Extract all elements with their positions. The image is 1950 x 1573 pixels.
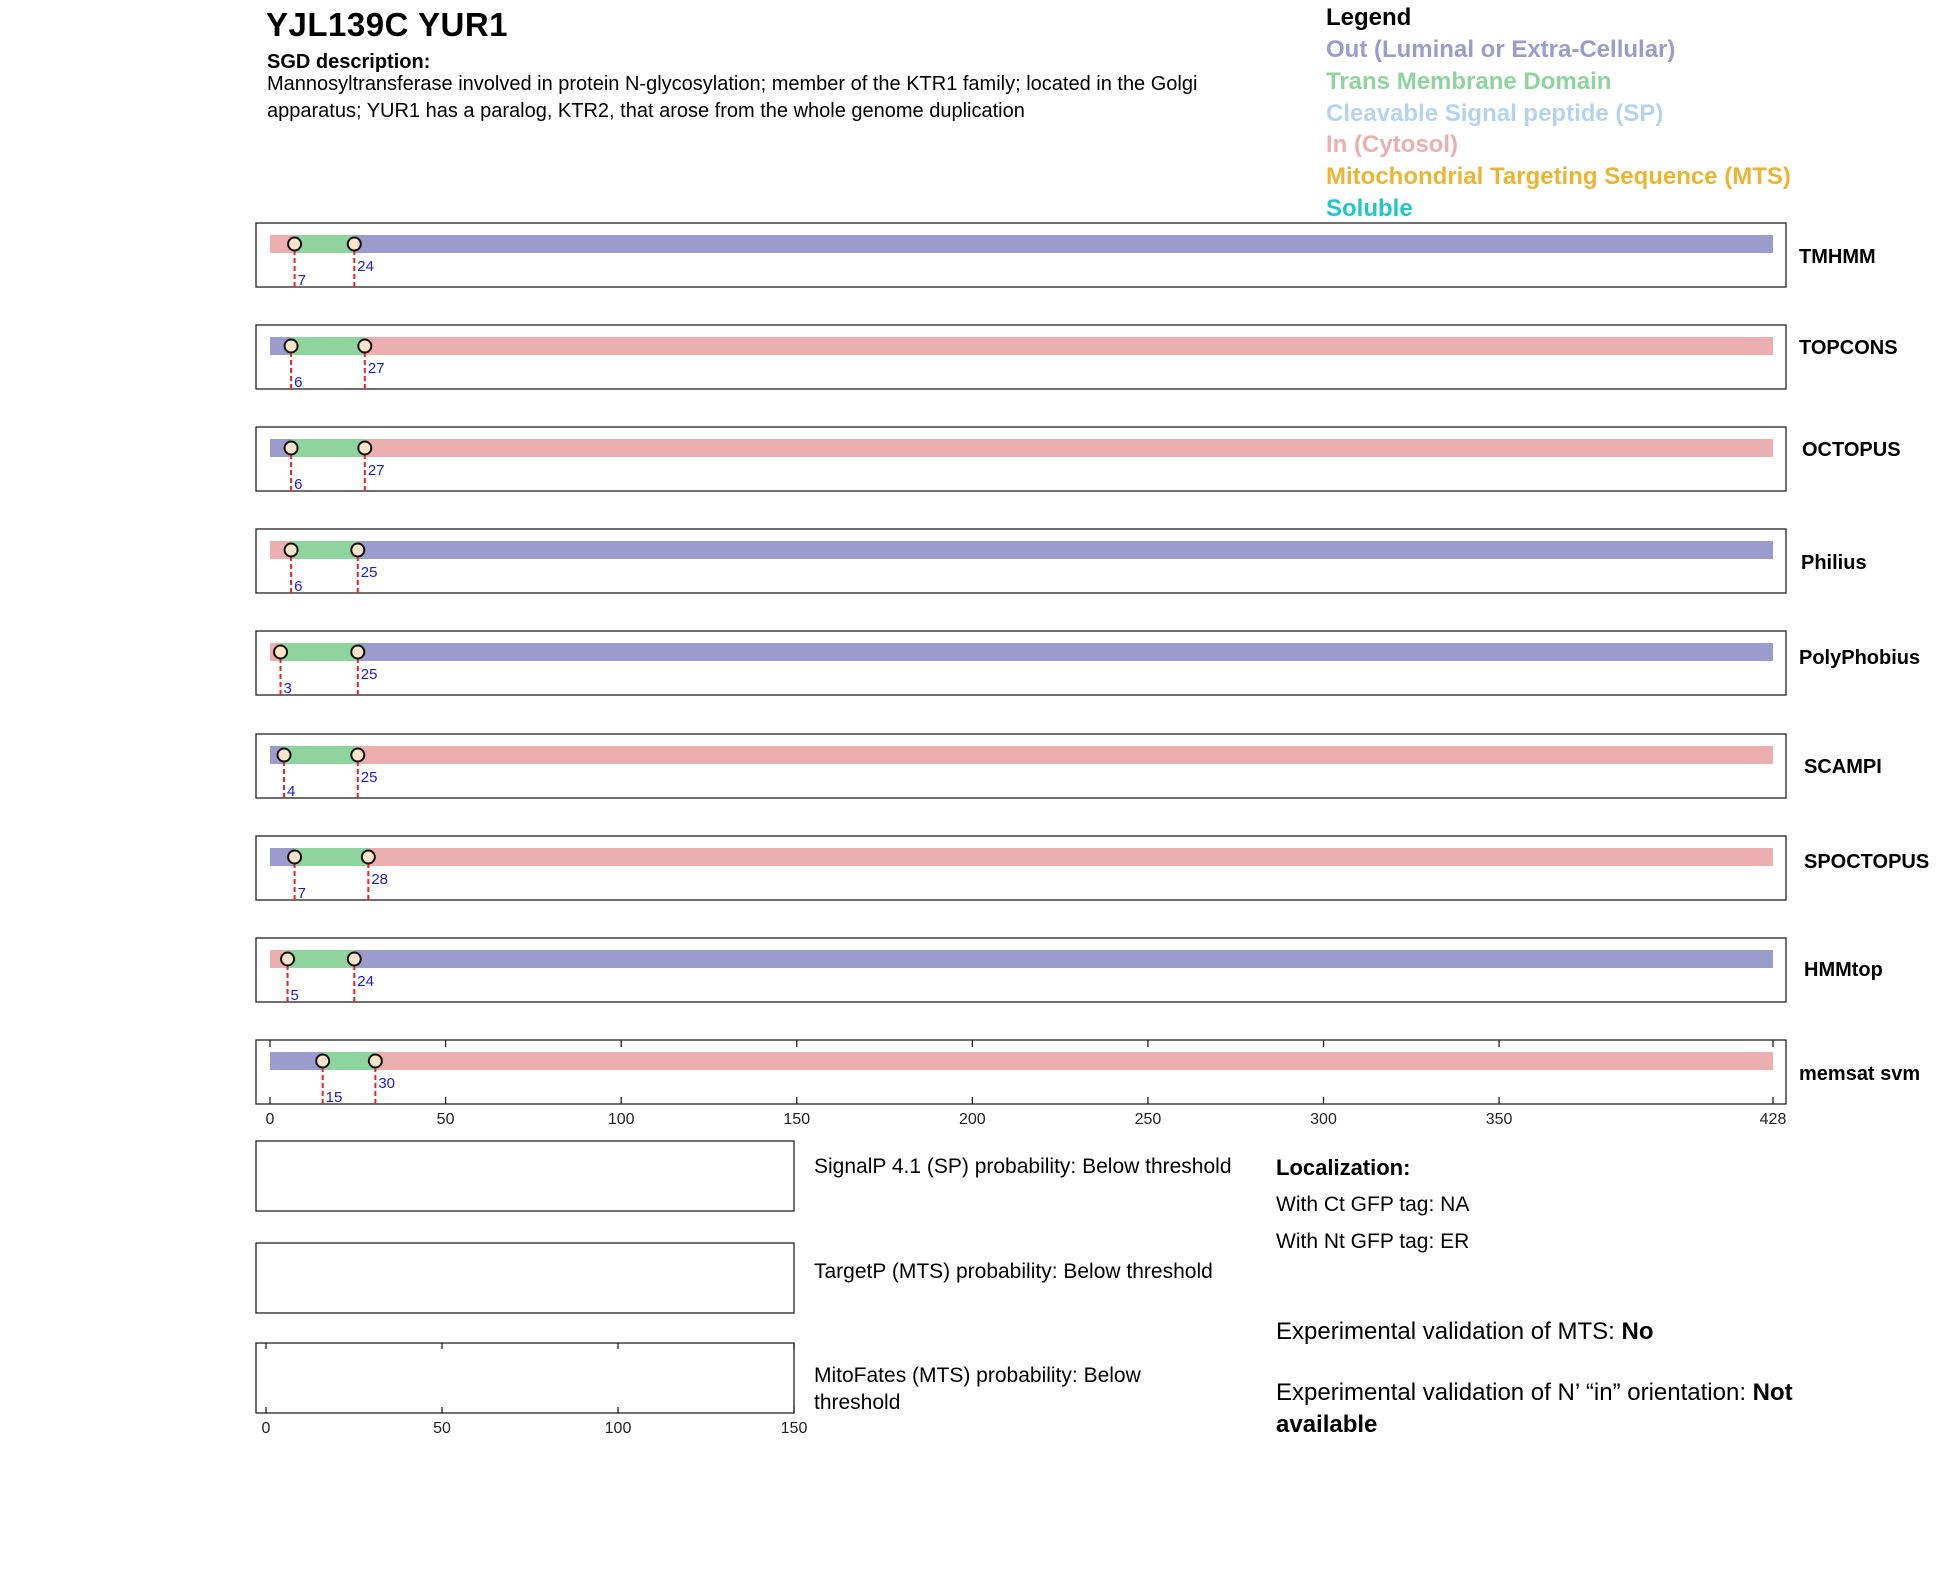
marker-point xyxy=(285,544,298,557)
legend-title: Legend xyxy=(1326,4,1412,31)
segment-out xyxy=(358,541,1773,559)
marker-label: 6 xyxy=(294,476,303,493)
segment-out xyxy=(270,1052,323,1070)
x-tick-label: 150 xyxy=(783,1111,811,1128)
localization-ct: With Ct GFP tag: NA xyxy=(1276,1193,1470,1216)
marker-point xyxy=(351,646,364,659)
marker-label: 25 xyxy=(360,564,378,581)
marker-point xyxy=(274,646,287,659)
marker-point xyxy=(362,851,375,864)
prob-tick-label: 100 xyxy=(604,1420,632,1437)
mts-validation-value: No xyxy=(1621,1318,1654,1345)
marker-label: 30 xyxy=(378,1075,396,1092)
marker-label: 27 xyxy=(367,462,385,479)
marker-point xyxy=(348,238,361,251)
legend-tm: Trans Membrane Domain xyxy=(1326,68,1612,95)
signalp-label: SignalP 4.1 (SP) probability: Below threshold xyxy=(814,1155,1232,1178)
marker-label: 7 xyxy=(297,272,306,289)
orientation-validation xyxy=(1276,1377,1856,1441)
track-label: HMMtop xyxy=(1804,959,1883,981)
track-label: TMHMM xyxy=(1799,246,1876,268)
marker-point xyxy=(281,953,294,966)
sgd-heading: SGD description: xyxy=(267,51,431,73)
x-tick-label: 250 xyxy=(1134,1111,1162,1128)
segment-in xyxy=(368,848,1773,866)
marker-label: 6 xyxy=(294,374,303,391)
localization-heading: Localization: xyxy=(1276,1155,1411,1180)
track-frame xyxy=(256,836,1786,900)
x-tick-label: 300 xyxy=(1310,1111,1337,1128)
legend-in: In (Cytosol) xyxy=(1326,131,1458,158)
sgd-description: Mannosyltransferase involved in protein N-glycosylation; member of the KTR1 family; located in the Golgi apparatus; YUR1 has a paralog, KTR2, that arose from the whole genome duplication xyxy=(267,73,1198,122)
orientation-validation-prefix: Experimental validation of N’ “in” orientation: xyxy=(1276,1379,1753,1406)
localization-nt: With Nt GFP tag: ER xyxy=(1276,1230,1470,1253)
marker-point xyxy=(351,544,364,557)
marker-label: 6 xyxy=(294,578,303,595)
probability-panel xyxy=(256,1243,794,1313)
legend-soluble: Soluble xyxy=(1326,195,1413,222)
track-label: PolyPhobius xyxy=(1799,647,1921,669)
prob-tick-label: 0 xyxy=(261,1420,271,1437)
marker-point xyxy=(351,749,364,762)
orientation-validation-value: Not available xyxy=(1276,1379,1793,1438)
marker-point xyxy=(288,851,301,864)
track-label: Philius xyxy=(1801,552,1867,574)
mitofates-label: MitoFates (MTS) probability: Below threshold xyxy=(814,1364,1141,1414)
marker-point xyxy=(348,953,361,966)
marker-label: 25 xyxy=(360,666,378,683)
segment-tm xyxy=(291,541,358,559)
track-frame xyxy=(256,1040,1786,1104)
marker-label: 15 xyxy=(325,1089,343,1106)
segment-tm xyxy=(295,848,369,866)
x-tick-label: 50 xyxy=(436,1111,455,1128)
segment-tm xyxy=(281,643,358,661)
marker-point xyxy=(316,1055,329,1068)
track-frame xyxy=(256,427,1786,491)
track-frame xyxy=(256,938,1786,1002)
marker-label: 3 xyxy=(283,680,292,697)
x-tick-label: 428 xyxy=(1759,1111,1787,1128)
prob-tick-label: 150 xyxy=(780,1420,808,1437)
segment-tm xyxy=(291,337,365,355)
segment-tm xyxy=(291,439,365,457)
segment-tm xyxy=(288,950,355,968)
segment-tm xyxy=(323,1052,376,1070)
marker-label: 7 xyxy=(297,885,306,902)
track-frame xyxy=(256,631,1786,695)
track-frame xyxy=(256,325,1786,389)
legend-out: Out (Luminal or Extra-Cellular) xyxy=(1326,36,1676,63)
segment-in xyxy=(375,1052,1773,1070)
segment-in xyxy=(365,439,1773,457)
marker-label: 5 xyxy=(290,987,299,1004)
track-frame xyxy=(256,734,1786,798)
segment-tm xyxy=(295,235,355,253)
page-title: YJL139C YUR1 xyxy=(266,6,509,43)
marker-label: 24 xyxy=(357,973,374,990)
segment-tm xyxy=(284,746,358,764)
marker-label: 24 xyxy=(357,258,374,275)
segment-in xyxy=(358,746,1773,764)
legend-mts: Mitochondrial Targeting Sequence (MTS) xyxy=(1326,163,1791,190)
track-label: SPOCTOPUS xyxy=(1804,851,1930,873)
segment-out xyxy=(354,235,1773,253)
mts-validation-prefix: Experimental validation of MTS: xyxy=(1276,1318,1622,1345)
legend-sp: Cleavable Signal peptide (SP) xyxy=(1326,100,1664,127)
prob-tick-label: 50 xyxy=(433,1420,451,1437)
segment-out xyxy=(354,950,1773,968)
marker-label: 4 xyxy=(287,783,296,800)
track-label: TOPCONS xyxy=(1799,337,1898,359)
marker-point xyxy=(369,1055,382,1068)
track-frame xyxy=(256,529,1786,593)
marker-point xyxy=(358,340,371,353)
marker-point xyxy=(358,442,371,455)
probability-panel xyxy=(256,1141,794,1211)
marker-point xyxy=(285,340,298,353)
x-tick-label: 200 xyxy=(958,1111,986,1128)
marker-label: 28 xyxy=(371,871,389,888)
x-tick-label: 0 xyxy=(265,1111,275,1128)
marker-label: 25 xyxy=(360,769,378,786)
probability-panel xyxy=(256,1343,794,1413)
segment-out xyxy=(358,643,1773,661)
x-tick-label: 350 xyxy=(1485,1111,1513,1128)
track-label: SCAMPI xyxy=(1804,756,1882,778)
mts-validation xyxy=(1276,1318,1653,1346)
marker-label: 27 xyxy=(367,360,385,377)
x-tick-label: 100 xyxy=(607,1111,635,1128)
marker-point xyxy=(278,749,291,762)
segment-in xyxy=(365,337,1773,355)
marker-point xyxy=(285,442,298,455)
marker-point xyxy=(288,238,301,251)
track-label: OCTOPUS xyxy=(1802,439,1901,461)
track-frame xyxy=(256,223,1786,287)
track-label: memsat svm xyxy=(1799,1063,1921,1085)
targetp-label: TargetP (MTS) probability: Below threshold xyxy=(814,1260,1213,1283)
